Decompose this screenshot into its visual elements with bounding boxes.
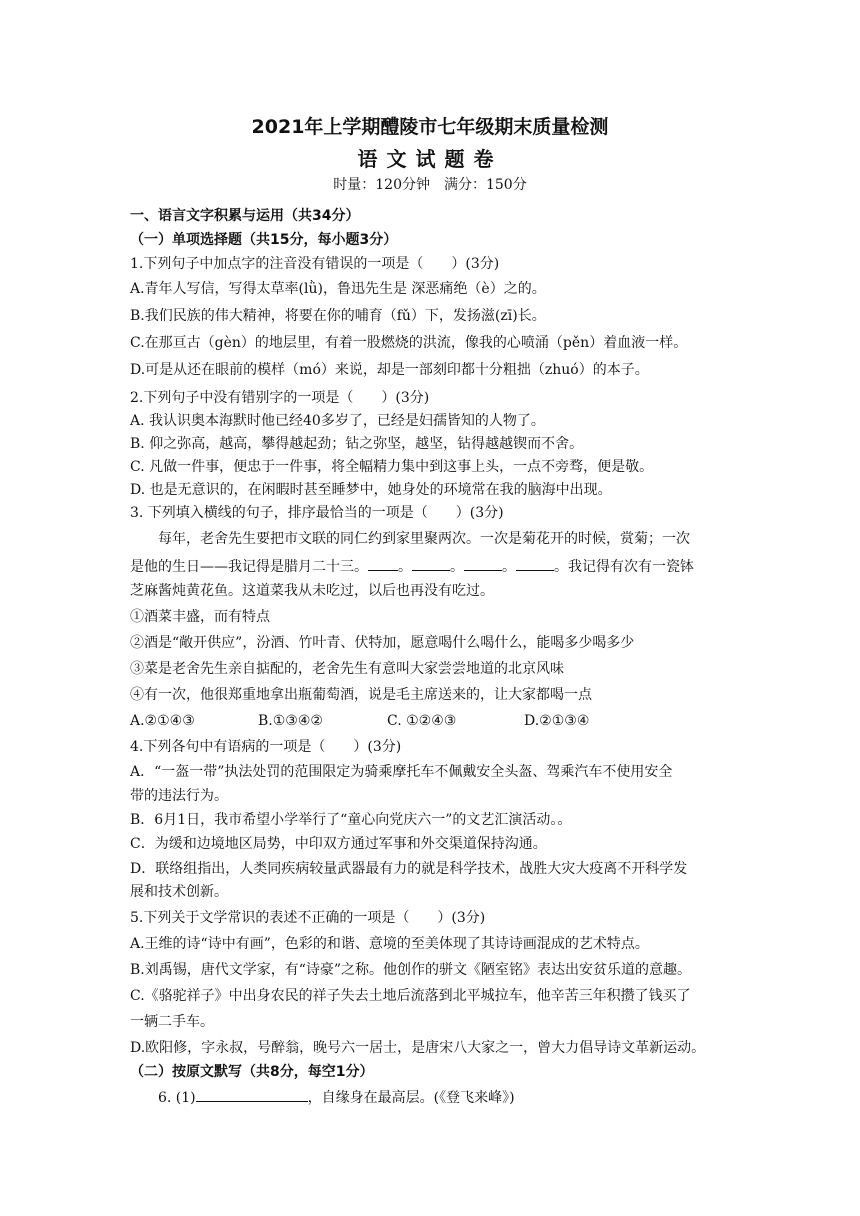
option-c: C.《骆驼祥子》中出身农民的祥子失去土地后流落到北平城拉车，他辛苦三年积攒了钱买了 bbox=[130, 988, 691, 1004]
option-d: D.欧阳修，字永叔，号醉翁，晚号六一居士，是唐宋八大家之一，曾大力倡导诗文革新运动。 bbox=[130, 1040, 706, 1056]
section-heading: 一、语言文字积累与运用（共34分） bbox=[130, 208, 360, 224]
passage-text: 。我记得有次有一瓷钵 bbox=[554, 559, 694, 575]
sentence-option: ③菜是老舍先生亲自掂配的，老舍先生有意叫大家尝尝地道的北京风味 bbox=[130, 661, 564, 677]
exam-title: 2021年上学期醴陵市七年级期末质量检测 bbox=[251, 116, 609, 138]
option-c: C.在那亘古（gèn）的地层里，有着一股燃烧的洪流，像我的心喷涌（pěn）着血液一样。 bbox=[130, 335, 688, 351]
passage-text: 。 bbox=[502, 559, 516, 575]
passage-line: 每年，老舍先生要把市文联的同仁约到家里聚两次。一次是菊花开的时候，赏菊；一次 bbox=[158, 531, 690, 547]
fill-blank[interactable] bbox=[368, 556, 398, 571]
option-c: C．为缓和边境地区局势，中印双方通过军事和外交渠道保持沟通。 bbox=[130, 836, 547, 852]
option-a-continued: 带的违法行为。 bbox=[130, 788, 228, 804]
option-a: A. 我认识奥本海默时他已经40多岁了，已经是妇孺皆知的人物了。 bbox=[130, 413, 545, 429]
option-d-continued: 展和技术创新。 bbox=[130, 884, 228, 900]
dictation-text: ，自缘身在最高层。(《登飞来峰》) bbox=[307, 1090, 515, 1106]
option-b: B.①③④② bbox=[258, 713, 323, 729]
fill-blank[interactable] bbox=[516, 556, 554, 571]
option-d: D．联络组指出，人类同疾病较量武器最有力的就是科学技术，战胜大灾大疫离不开科学发 bbox=[130, 861, 688, 877]
dictation-line bbox=[158, 1087, 758, 1107]
question-stem: 4.下列各句中有语病的一项是（ ）(3分) bbox=[130, 739, 402, 755]
passage-text: 。 bbox=[398, 559, 412, 575]
option-b: B.我们民族的伟大精神，将要在你的哺育（fǔ）下，发扬滋(zī)长。 bbox=[130, 308, 546, 324]
sentence-option: ②酒是“敞开供应”，汾酒、竹叶青、伏特加，愿意喝什么喝什么，能喝多少喝多少 bbox=[130, 635, 635, 651]
question-stem: 5.下列关于文学常识的表述不正确的一项是（ ）(3分) bbox=[130, 910, 486, 926]
part-heading: （二）按原文默写（共8分，每空1分） bbox=[130, 1064, 374, 1080]
fill-blank[interactable] bbox=[412, 556, 450, 571]
option-a: A．“一盔一带”执法处罚的范围限定为骑乘摩托车不佩戴安全头盔、驾乘汽车不使用安全 bbox=[130, 764, 673, 780]
exam-meta: 时量：120分钟 满分：150分 bbox=[333, 177, 527, 193]
sentence-option: ④有一次，他很郑重地拿出瓶葡萄酒，说是毛主席送来的，让大家都喝一点 bbox=[130, 687, 592, 703]
fill-blank[interactable] bbox=[196, 1087, 308, 1102]
option-c: C. ①②④③ bbox=[387, 713, 457, 729]
question-stem: 3. 下列填入横线的句子，排序最恰当的一项是（ ）(3分) bbox=[130, 505, 504, 521]
passage-line bbox=[130, 556, 730, 576]
passage-line: 芝麻酱炖黄花鱼。这道菜我从未吃过，以后也再没有吃过。 bbox=[130, 583, 494, 599]
passage-text: 是他的生日——我记得是腊月二十三。 bbox=[130, 559, 368, 575]
option-d: D.可是从还在眼前的模样（mó）来说，却是一部刻印都十分粗拙（zhuó）的本子。 bbox=[130, 362, 649, 378]
question-stem: 1.下列句子中加点字的注音没有错误的一项是（ ）(3分) bbox=[130, 256, 500, 272]
question-stem: 2.下列句子中没有错别字的一项是（ ）(3分) bbox=[130, 390, 430, 406]
option-b: B．6月1日，我市希望小学举行了“童心向党庆六一”的文艺汇演活动。。 bbox=[130, 812, 572, 828]
sentence-option: ①酒菜丰盛，而有特点 bbox=[130, 609, 270, 625]
part-heading: （一）单项选择题（共15分，每小题3分） bbox=[130, 232, 398, 248]
option-a: A.王维的诗“诗中有画”，色彩的和谐、意境的至美体现了其诗诗画混成的艺术特点。 bbox=[130, 936, 649, 952]
option-b: B.刘禹锡，唐代文学家，有“诗豪”之称。他创作的骈文《陋室铭》表达出安贫乐道的意趣。 bbox=[130, 962, 692, 978]
option-a: A.青年人写信，写得太草率(lǜ)，鲁迅先生是 深恶痛绝（è）之的。 bbox=[130, 281, 546, 297]
option-a: A.②①④③ bbox=[130, 713, 195, 729]
passage-text: 。 bbox=[450, 559, 464, 575]
option-c: C. 凡做一件事，便忠于一件事，将全幅精力集中到这事上头，一点不旁骛，便是敬。 bbox=[130, 459, 654, 475]
option-d: D. 也是无意识的，在闲暇时甚至睡梦中，她身处的环境常在我的脑海中出现。 bbox=[130, 482, 612, 498]
exam-subtitle: 语文试题卷 bbox=[357, 147, 503, 171]
fill-blank[interactable] bbox=[464, 556, 502, 571]
option-b: B. 仰之弥高，越高，攀得越起劲；钻之弥坚，越坚，钻得越越锲而不舍。 bbox=[130, 436, 584, 452]
question-number: 6. (1) bbox=[158, 1090, 196, 1106]
option-c-continued: 一辆二手车。 bbox=[130, 1014, 214, 1030]
option-d: D.②①③④ bbox=[524, 713, 590, 729]
